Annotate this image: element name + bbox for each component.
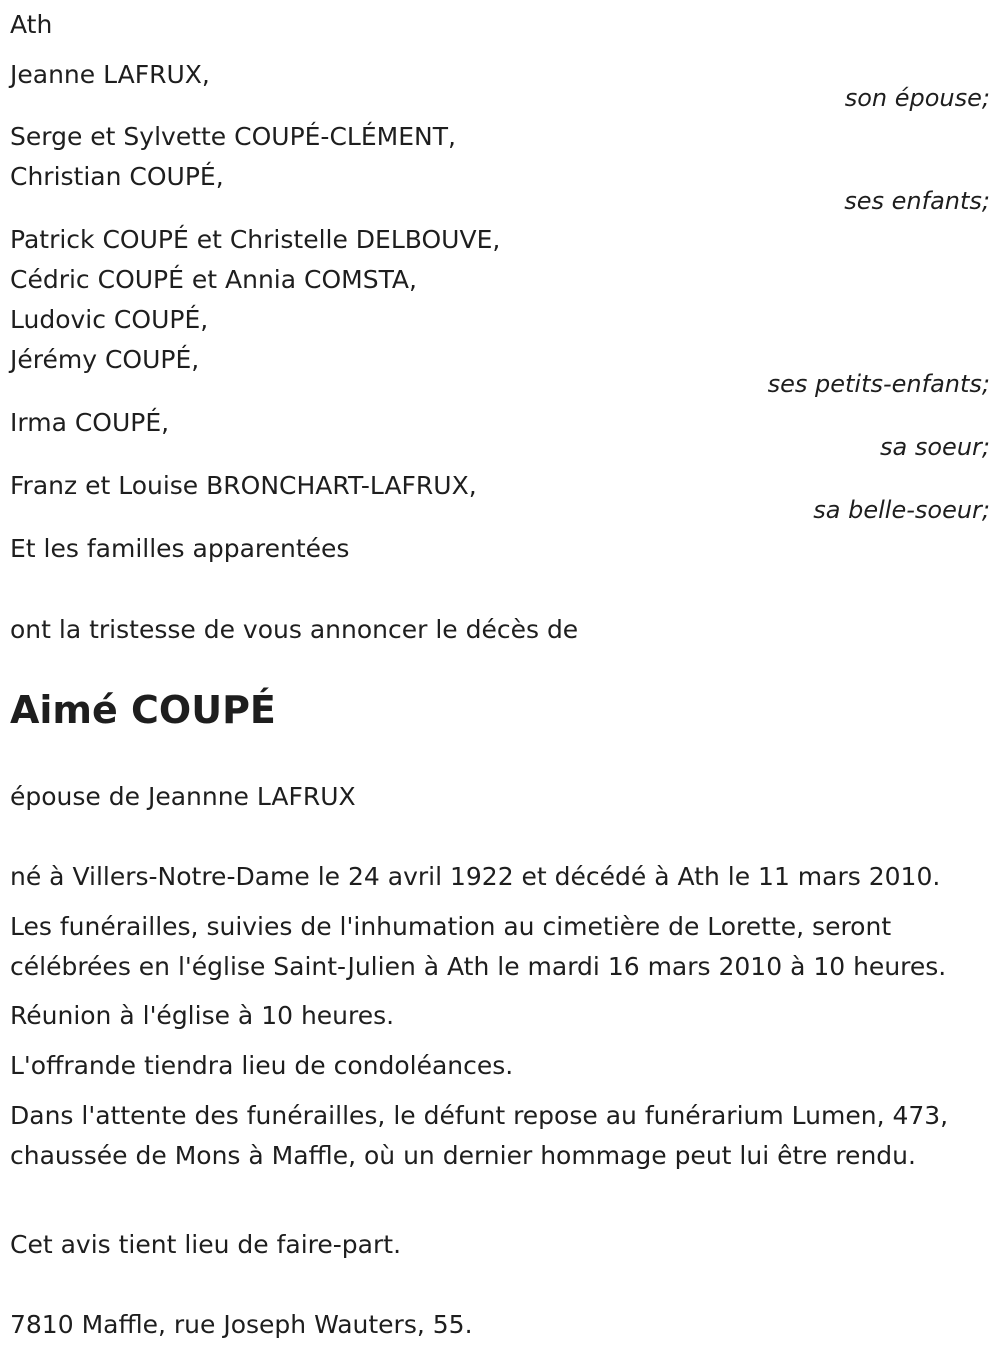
birth-death: né à Villers-Notre-Dame le 24 avril 1922 et décédé à Ath le 11 mars 2010.	[10, 862, 941, 891]
family-name: Patrick COUPÉ et Christelle DELBOUVE,	[10, 225, 501, 254]
family-role: sa soeur;	[880, 433, 990, 461]
closing-family: Et les familles apparentées	[10, 534, 350, 563]
address: 7810 Maffle, rue Joseph Wauters, 55.	[10, 1310, 473, 1339]
family-role: ses enfants;	[844, 187, 990, 215]
family-name: Irma COUPÉ,	[10, 408, 170, 437]
family-name: Jérémy COUPÉ,	[10, 345, 200, 374]
family-name: Jeanne LAFRUX,	[10, 60, 210, 89]
family-role: son épouse;	[844, 84, 990, 112]
meeting-info: Réunion à l'église à 10 heures.	[10, 1001, 395, 1030]
family-name: Franz et Louise BRONCHART-LAFRUX,	[10, 471, 477, 500]
city-header: Ath	[10, 10, 53, 39]
announcement: ont la tristesse de vous annoncer le décès de	[10, 615, 579, 644]
family-name: Cédric COUPÉ et Annia COMSTA,	[10, 265, 417, 294]
family-name: Serge et Sylvette COUPÉ-CLÉMENT,	[10, 122, 456, 151]
spouse-line: épouse de Jeannne LAFRUX	[10, 782, 356, 811]
funerarium-info: Dans l'attente des funérailles, le défunt repose au funérarium Lumen, 473, chaussée de Mons à Maffle, où un dernier hommage peut lui être rendu.	[10, 1101, 949, 1170]
funeral-info: Les funérailles, suivies de l'inhumation au cimetière de Lorette, seront célébrées en l'église Saint-Julien à Ath le mardi 16 mars 2010 à 10 heures.	[10, 912, 947, 981]
notice-text: Cet avis tient lieu de faire-part.	[10, 1230, 402, 1259]
family-role: sa belle-soeur;	[813, 496, 990, 524]
family-name: Ludovic COUPÉ,	[10, 305, 209, 334]
offering-info: L'offrande tiendra lieu de condoléances.	[10, 1051, 514, 1080]
family-name: Christian COUPÉ,	[10, 162, 224, 191]
family-role: ses petits-enfants;	[767, 370, 990, 398]
deceased-name: Aimé COUPÉ	[10, 688, 276, 732]
